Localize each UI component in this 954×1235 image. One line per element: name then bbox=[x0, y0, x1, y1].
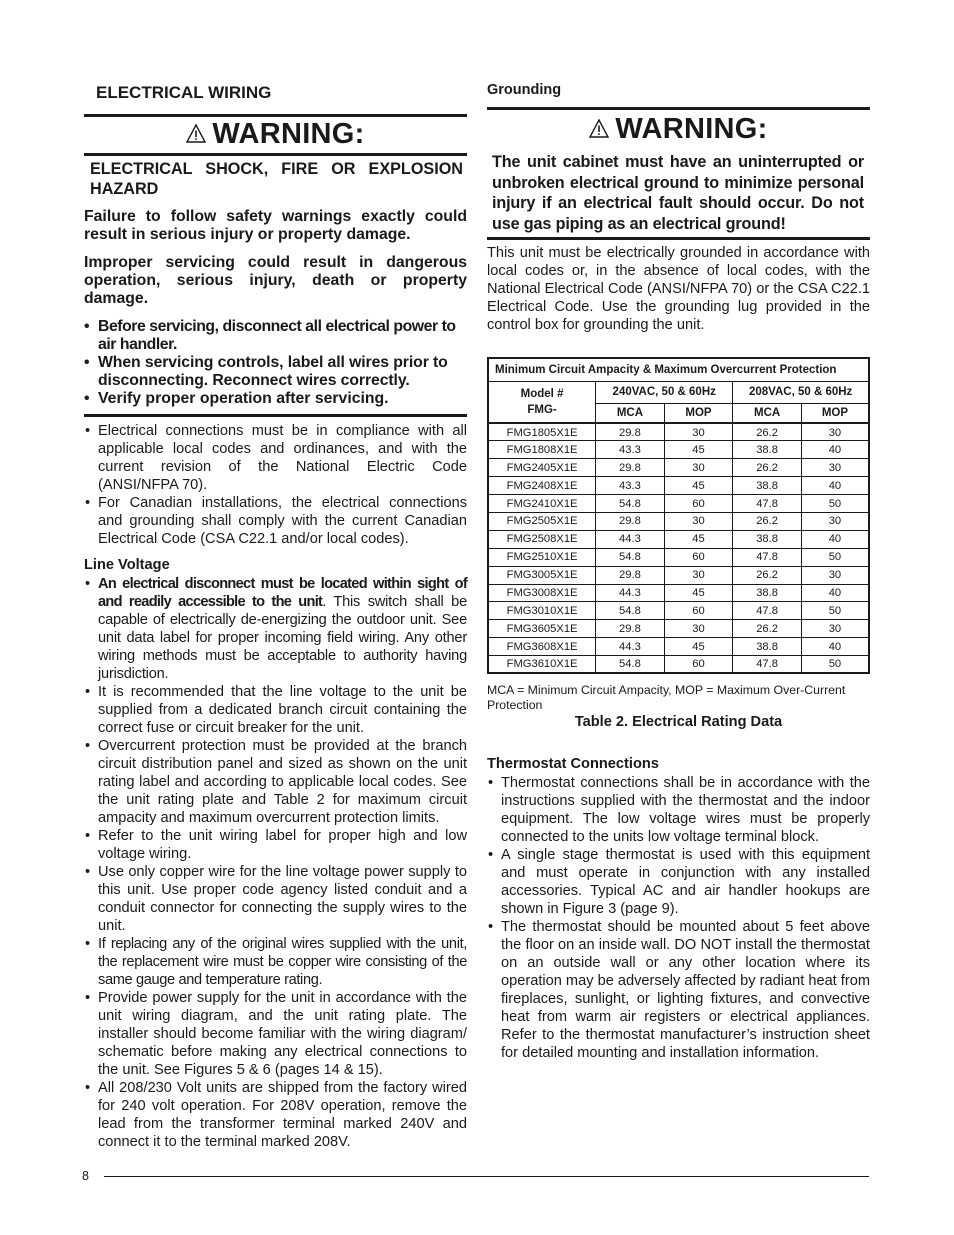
model-header-label: Model # bbox=[520, 387, 564, 400]
electrical-rating-table bbox=[487, 357, 870, 674]
value-cell: 30 bbox=[801, 423, 869, 441]
list-item: • For Canadian installations, the electrical connections and grounding shall comply with the current Canadian Electrical Code (CSA C22.1 and/or local codes). bbox=[84, 494, 467, 548]
model-cell: FMG2408X1E bbox=[488, 477, 596, 495]
value-cell: 47.8 bbox=[733, 548, 802, 566]
grounding-warning-text: The unit cabinet must have an uninterrupted or unbroken electrical ground to minimize personal injury if an electrical fault should occur. Do not use gas piping as an electrical ground! bbox=[492, 153, 864, 234]
column-header-mop: MOP bbox=[664, 403, 733, 423]
value-cell: 44.3 bbox=[596, 638, 665, 656]
value-cell: 50 bbox=[801, 495, 869, 513]
value-cell: 60 bbox=[664, 656, 733, 674]
value-cell: 60 bbox=[664, 495, 733, 513]
table-row bbox=[488, 459, 869, 477]
disconnect-emphasis: An electrical disconnect must be located within sight of and readily accessible to the unit bbox=[98, 576, 467, 610]
value-cell: 50 bbox=[801, 548, 869, 566]
value-cell: 29.8 bbox=[596, 512, 665, 530]
value-cell: 43.3 bbox=[596, 441, 665, 459]
list-item: • If replacing any of the original wires supplied with the unit, the replacement wire must be copper wire consisting of the same gauge and temperature rating. bbox=[84, 935, 467, 989]
model-cell: FMG2510X1E bbox=[488, 548, 596, 566]
page-number: 8 bbox=[82, 1169, 89, 1183]
value-cell: 30 bbox=[664, 620, 733, 638]
table-row bbox=[488, 477, 869, 495]
column-header-mca: MCA bbox=[596, 403, 665, 423]
value-cell: 43.3 bbox=[596, 477, 665, 495]
model-cell: FMG3610X1E bbox=[488, 656, 596, 674]
value-cell: 30 bbox=[801, 459, 869, 477]
value-cell: 40 bbox=[801, 584, 869, 602]
table-note: MCA = Minimum Circuit Ampacity, MOP = Maximum Over-Current Protection bbox=[487, 683, 846, 712]
model-column-header bbox=[488, 381, 596, 423]
table-row bbox=[488, 512, 869, 530]
warning-heading-right: WARNING: bbox=[487, 112, 870, 146]
model-cell: FMG1808X1E bbox=[488, 441, 596, 459]
model-cell: FMG2505X1E bbox=[488, 512, 596, 530]
intro-bullets bbox=[84, 422, 467, 548]
grounding-paragraph: This unit must be electrically grounded in accordance with local codes or, in the absence of local codes, with the National Electrical Code (ANSI/NFPA 70) or the CSA C22.1 Electrical Code. Use the grounding lug provided in the control box for grounding the unit. bbox=[487, 245, 870, 333]
table-row bbox=[488, 423, 869, 441]
value-cell: 40 bbox=[801, 441, 869, 459]
list-item: • A single stage thermostat is used with this equipment and must operate in conjunction with any installed accessories. Typical AC and air handler hookups are shown in Figure 3 (page 9). bbox=[487, 846, 870, 918]
value-cell: 54.8 bbox=[596, 495, 665, 513]
value-cell: 38.8 bbox=[733, 530, 802, 548]
value-cell: 60 bbox=[664, 602, 733, 620]
list-item: • Thermostat connections shall be in accordance with the instructions supplied with the thermostat and the indoor equipment. The low voltage wires must be properly connected to the units low voltage terminal block. bbox=[487, 774, 870, 846]
warning-heading-left: WARNING: bbox=[84, 117, 467, 151]
list-item: • It is recommended that the line voltage to the unit be supplied from a dedicated branch circuit containing the correct fuse or circuit breaker for the unit. bbox=[84, 683, 467, 737]
model-cell: FMG3008X1E bbox=[488, 584, 596, 602]
model-cell: FMG3005X1E bbox=[488, 566, 596, 584]
warning-text-1: Failure to follow safety warnings exactly could result in serious injury or property damage. bbox=[84, 208, 467, 243]
line-voltage-heading: Line Voltage bbox=[84, 557, 170, 573]
value-cell: 50 bbox=[801, 656, 869, 674]
value-cell: 26.2 bbox=[733, 512, 802, 530]
table-row bbox=[488, 656, 869, 674]
list-item bbox=[84, 575, 467, 683]
value-cell: 38.8 bbox=[733, 638, 802, 656]
thermostat-heading: Thermostat Connections bbox=[487, 756, 659, 772]
warning-bullets-left bbox=[84, 318, 467, 408]
value-cell: 26.2 bbox=[733, 459, 802, 477]
table-body bbox=[488, 423, 869, 673]
warning-triangle-icon bbox=[186, 118, 206, 151]
warning-text-2: Improper servicing could result in dangerous operation, serious injury, death or property damage. bbox=[84, 254, 467, 307]
value-cell: 26.2 bbox=[733, 423, 802, 441]
model-cell: FMG3010X1E bbox=[488, 602, 596, 620]
value-cell: 29.8 bbox=[596, 566, 665, 584]
group-header-208v: 208VAC, 50 & 60Hz bbox=[733, 381, 869, 403]
warning-mid-rule bbox=[84, 153, 467, 156]
model-header-sub: FMG- bbox=[527, 403, 557, 416]
table-row bbox=[488, 530, 869, 548]
list-item: • All 208/230 Volt units are shipped from the factory wired for 240 volt operation. For 208V operation, remove the lead from the transformer terminal marked 240V and connect it to the terminal marked 208V. bbox=[84, 1079, 467, 1151]
value-cell: 29.8 bbox=[596, 620, 665, 638]
warning-bottom-rule bbox=[84, 414, 467, 417]
value-cell: 54.8 bbox=[596, 602, 665, 620]
list-item: • Refer to the unit wiring label for proper high and low voltage wiring. bbox=[84, 827, 467, 863]
list-item: • Provide power supply for the unit in accordance with the unit wiring diagram, and the unit rating plate. The installer should become familiar with the wiring diagram/ schematic before making any electrical connections to the unit. See Figures 5 & 6 (pages 14 & 15). bbox=[84, 989, 467, 1079]
table-row bbox=[488, 495, 869, 513]
value-cell: 45 bbox=[664, 477, 733, 495]
value-cell: 30 bbox=[801, 620, 869, 638]
value-cell: 38.8 bbox=[733, 584, 802, 602]
value-cell: 38.8 bbox=[733, 441, 802, 459]
table-row bbox=[488, 584, 869, 602]
grounding-warning-bottom-rule bbox=[487, 237, 870, 240]
model-cell: FMG2508X1E bbox=[488, 530, 596, 548]
section-title-electrical-wiring: ELECTRICAL WIRING bbox=[96, 83, 272, 102]
value-cell: 30 bbox=[664, 512, 733, 530]
footer-rule bbox=[104, 1176, 869, 1177]
value-cell: 60 bbox=[664, 548, 733, 566]
value-cell: 30 bbox=[664, 459, 733, 477]
table-caption: Table 2. Electrical Rating Data bbox=[574, 714, 783, 730]
value-cell: 40 bbox=[801, 530, 869, 548]
warning-bullet: • When servicing controls, label all wires prior to disconnecting. Reconnect wires correctly. bbox=[84, 354, 467, 390]
section-title-grounding: Grounding bbox=[487, 82, 562, 98]
table-row bbox=[488, 602, 869, 620]
warning-triangle-icon bbox=[589, 113, 609, 146]
table-row bbox=[488, 620, 869, 638]
value-cell: 54.8 bbox=[596, 656, 665, 674]
model-cell: FMG3608X1E bbox=[488, 638, 596, 656]
value-cell: 29.8 bbox=[596, 423, 665, 441]
disconnect-rest: . This switch shall be capable of electrically de-energizing the outdoor unit. See unit data label for proper incoming field wiring. Any other wiring methods must be acceptable to authority having jurisdiction. bbox=[98, 594, 467, 682]
value-cell: 44.3 bbox=[596, 530, 665, 548]
table-row bbox=[488, 566, 869, 584]
table-caption-row: Minimum Circuit Ampacity & Maximum Overcurrent Protection bbox=[488, 358, 869, 381]
thermostat-bullets bbox=[487, 774, 870, 1062]
hazard-title: ELECTRICAL SHOCK, FIRE OR EXPLOSION HAZARD bbox=[90, 160, 463, 198]
value-cell: 40 bbox=[801, 638, 869, 656]
value-cell: 44.3 bbox=[596, 584, 665, 602]
value-cell: 45 bbox=[664, 584, 733, 602]
value-cell: 47.8 bbox=[733, 656, 802, 674]
table-row bbox=[488, 441, 869, 459]
value-cell: 40 bbox=[801, 477, 869, 495]
grounding-warning-top-rule bbox=[487, 107, 870, 110]
column-header-mop: MOP bbox=[801, 403, 869, 423]
value-cell: 30 bbox=[664, 566, 733, 584]
value-cell: 50 bbox=[801, 602, 869, 620]
value-cell: 30 bbox=[801, 566, 869, 584]
value-cell: 45 bbox=[664, 530, 733, 548]
value-cell: 26.2 bbox=[733, 566, 802, 584]
table-row bbox=[488, 548, 869, 566]
list-item: • Overcurrent protection must be provided at the branch circuit distribution panel and sized as shown on the unit rating label and according to applicable local codes. See the unit rating plate and Table 2 for maximum circuit ampacity and maximum overcurrent protection limits. bbox=[84, 737, 467, 827]
model-cell: FMG1805X1E bbox=[488, 423, 596, 441]
value-cell: 38.8 bbox=[733, 477, 802, 495]
value-cell: 45 bbox=[664, 638, 733, 656]
group-header-240v: 240VAC, 50 & 60Hz bbox=[596, 381, 733, 403]
value-cell: 47.8 bbox=[733, 495, 802, 513]
table-row bbox=[488, 638, 869, 656]
line-voltage-bullets bbox=[84, 575, 467, 1151]
list-item: • Use only copper wire for the line voltage power supply to this unit. Use proper code agency listed conduit and a conduit connector for connecting the supply wires to the unit. bbox=[84, 863, 467, 935]
value-cell: 26.2 bbox=[733, 620, 802, 638]
model-cell: FMG2405X1E bbox=[488, 459, 596, 477]
column-header-mca: MCA bbox=[733, 403, 802, 423]
value-cell: 54.8 bbox=[596, 548, 665, 566]
model-cell: FMG3605X1E bbox=[488, 620, 596, 638]
value-cell: 29.8 bbox=[596, 459, 665, 477]
model-cell: FMG2410X1E bbox=[488, 495, 596, 513]
value-cell: 30 bbox=[664, 423, 733, 441]
warning-bullet: • Verify proper operation after servicing. bbox=[84, 390, 467, 408]
value-cell: 45 bbox=[664, 441, 733, 459]
list-item: • Electrical connections must be in compliance with all applicable local codes and ordinances, and with the current revision of the National Electric Code (ANSI/NFPA 70). bbox=[84, 422, 467, 494]
list-item: • The thermostat should be mounted about 5 feet above the floor on an inside wall. DO NOT install the thermostat on an outside wall or any other location where its operation may be adversely affected by radiant heat from fireplaces, sunlight, or lighting fixtures, and convective heat from warm air registers or electrical appliances. Refer to the thermostat manufacturer’s instruction sheet for detailed mounting and installation information. bbox=[487, 918, 870, 1062]
value-cell: 47.8 bbox=[733, 602, 802, 620]
value-cell: 30 bbox=[801, 512, 869, 530]
warning-bullet: • Before servicing, disconnect all electrical power to air handler. bbox=[84, 318, 467, 354]
